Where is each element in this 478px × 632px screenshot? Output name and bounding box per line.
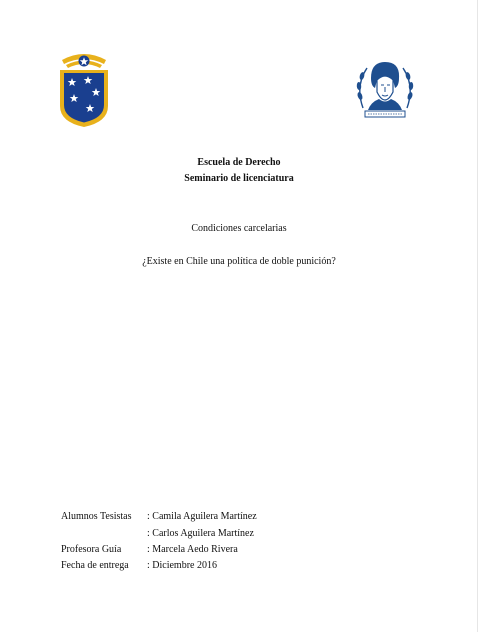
info-value: : Marcela Aedo Rivera [147, 544, 238, 555]
info-value: : Diciembre 2016 [147, 560, 217, 571]
info-value: : Camila Aguilera Martínez [147, 511, 257, 522]
shield-with-stars-logo [58, 50, 110, 128]
topic-text: Condiciones carcelarias [191, 223, 287, 234]
seminar-title: Seminario de licenciatura [184, 173, 294, 184]
info-label: Profesora Guía [61, 544, 122, 555]
shield-field [64, 73, 104, 123]
info-label: Fecha de entrega [61, 560, 129, 571]
research-question: ¿Existe en Chile una política de doble punición? [142, 256, 336, 267]
bust-shoulders-icon [368, 99, 402, 110]
info-label: Alumnos Tesistas [61, 511, 132, 522]
university-bust-emblem [355, 58, 415, 120]
school-title: Escuela de Derecho [197, 157, 281, 168]
info-value: : Carlos Aguilera Martínez [147, 528, 254, 539]
